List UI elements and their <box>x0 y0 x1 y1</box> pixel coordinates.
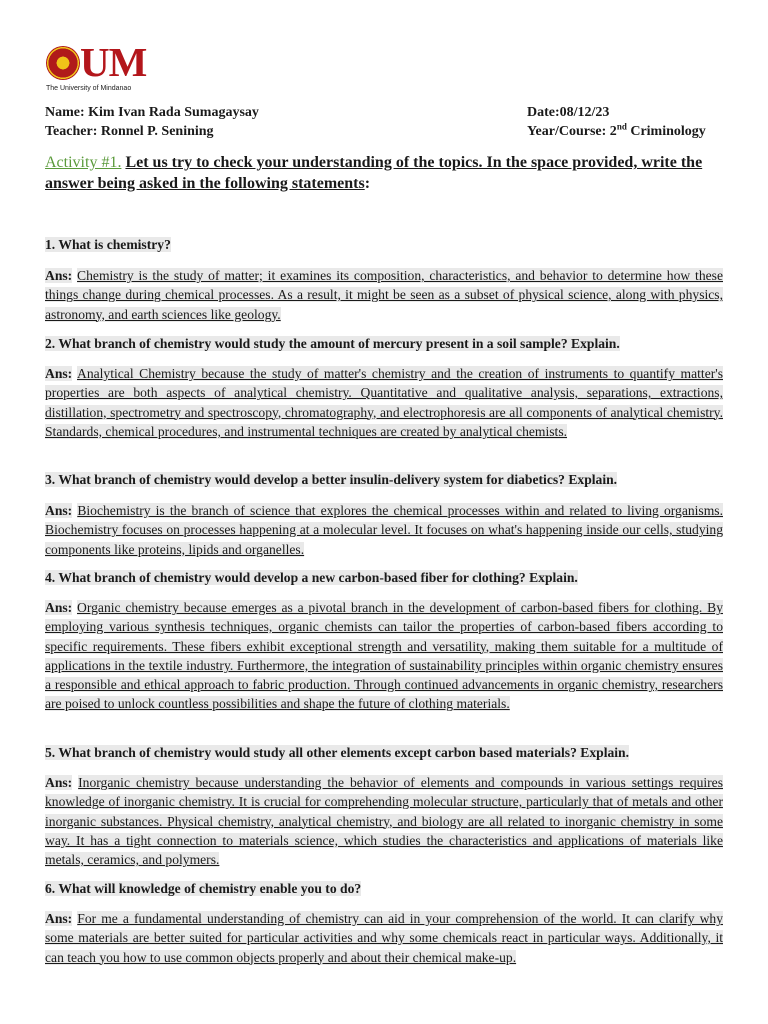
answer-5 <box>45 773 723 869</box>
answer-4 <box>45 598 723 714</box>
answer-label: Ans: <box>45 600 73 615</box>
question-3 <box>45 471 725 489</box>
answer-6 <box>45 909 723 967</box>
activity-colon: : <box>364 175 371 192</box>
question-text: 6. What will knowledge of chemistry enable you to do? <box>45 881 362 896</box>
answer-text: Analytical Chemistry because the study of matter's chemistry and the creation of instruments to quantify matter's properties are both aspects of analytical chemistry. Quantitative and qualitative analysis, separations, extractions, distillation, spectrometry and spectroscopy, chromatography, and electrophoresis are all components of analytical chemistry. Standards, chemical procedures, and instrumental techniques are created by analytical chemists. <box>45 366 723 439</box>
answer-label: Ans: <box>45 775 73 790</box>
question-text: 1. What is chemistry? <box>45 237 171 252</box>
question-5 <box>45 744 725 762</box>
question-4 <box>45 569 725 587</box>
activity-instructions <box>45 152 725 194</box>
question-text: 4. What branch of chemistry would develop a new carbon-based fiber for clothing? Explain. <box>45 570 578 585</box>
activity-text: Let us try to check your understanding of the topics. In the space provided, write the answer being asked in the following statements <box>45 154 703 192</box>
university-seal-icon <box>46 46 80 80</box>
year-suffix: Criminology <box>626 124 706 139</box>
logo-subtitle: The University of Mindanao <box>46 85 132 92</box>
question-6 <box>45 880 725 898</box>
year-superscript: nd <box>616 121 627 132</box>
answer-text: Biochemistry is the branch of science that explores the chemical processes within and related to living organisms. Biochemistry focuses on processes happening at a molecular level. It focuses on what's happening inside our cells, studying components like proteins, lipids and organelles. <box>45 503 723 557</box>
answer-text: Organic chemistry because emerges as a pivotal branch in the development of carbon-based fibers for clothing. By employing various synthesis techniques, organic chemists can tailor the properties of carbon-based fibers according to specific requirements. These fibers exhibit exceptional strength and versatility, making them suitable for a multitude of applications in the textile industry. Furthermore, the integration of sustainability principles within organic chemistry ensures a responsible and ethical approach to fabric production. Through continued advancements in organic chemistry, researchers are poised to unlock countless possibilities and shape the future of clothing materials. <box>45 600 723 712</box>
answer-label: Ans: <box>45 366 73 381</box>
question-text: 2. What branch of chemistry would study the amount of mercury present in a soil sample? Explain. <box>45 336 620 351</box>
question-2 <box>45 335 725 353</box>
year-course <box>527 122 706 141</box>
answer-text: For me a fundamental understanding of chemistry can aid in your comprehension of the world. It can clarify why some materials are better suited for particular activities and why some chemicals react in particular ways. Additionally, it can teach you how to use common objects properly and about their chemical make-up. <box>45 911 723 965</box>
answer-label: Ans: <box>45 268 73 283</box>
question-1 <box>45 236 725 254</box>
date: Date:08/12/23 <box>527 105 610 120</box>
answer-3 <box>45 501 723 559</box>
answer-text: Inorganic chemistry because understanding the behavior of elements and compounds in various settings requires knowledge of inorganic chemistry. It is crucial for comprehending molecular structure, particularly that of metals and other inorganic substances. Physical chemistry, analytical chemistry, and biology are all related to inorganic chemistry in some way. It has a tight connection to materials science, which studies the characteristics and applications of materials like metals, ceramics, and polymers. <box>45 775 723 868</box>
answer-2 <box>45 364 723 441</box>
year-prefix: Year/Course: 2 <box>527 124 617 139</box>
university-logo <box>46 39 156 96</box>
answer-label: Ans: <box>45 911 73 926</box>
question-text: 5. What branch of chemistry would study all other elements except carbon based materials? Explain. <box>45 745 630 760</box>
answer-text: Chemistry is the study of matter; it examines its composition, characteristics, and behavior to determine how these things change during chemical processes. As a result, it might be seen as a subset of physical science, along with physics, astronomy, and earth sciences like geology. <box>45 268 723 322</box>
logo-mark: UM <box>80 39 147 85</box>
answer-label: Ans: <box>45 503 73 518</box>
answer-1 <box>45 266 723 324</box>
teacher-name: Teacher: Ronnel P. Senining <box>45 124 214 139</box>
student-name: Name: Kim Ivan Rada Sumagaysay <box>45 105 259 120</box>
question-text: 3. What branch of chemistry would develop a better insulin-delivery system for diabetics? Explain. <box>45 472 618 487</box>
activity-label: Activity #1. <box>45 154 122 171</box>
